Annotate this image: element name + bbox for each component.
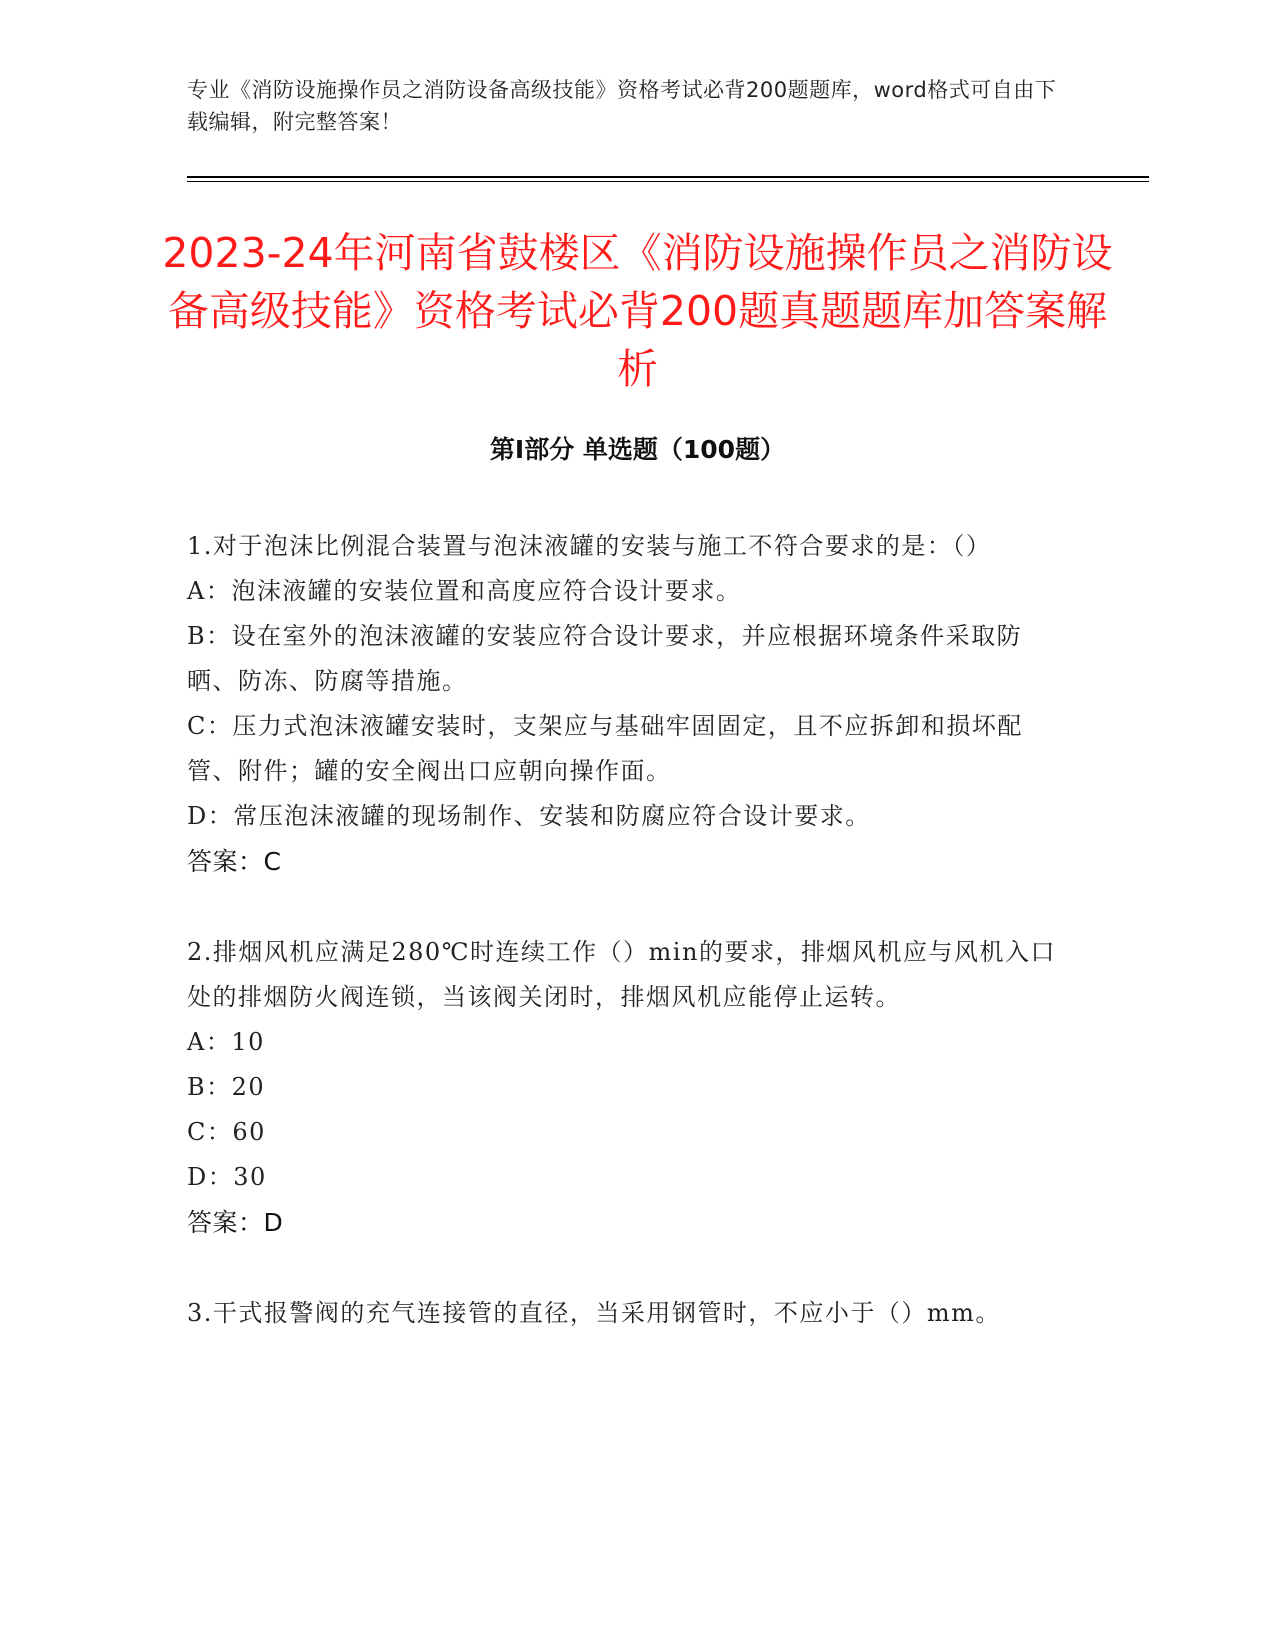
- spacer: [187, 884, 1072, 930]
- header-note: 专业《消防设施操作员之消防设备高级技能》资格考试必背200题题库，word格式可自由下载编辑，附完整答案！: [187, 78, 1057, 134]
- question-item: [187, 930, 1072, 1245]
- option-b: B：20: [187, 1073, 266, 1101]
- header-divider-thick: [187, 176, 1149, 178]
- question-item: [187, 524, 1072, 884]
- option-d: D：常压泡沫液罐的现场制作、安装和防腐应符合设计要求。: [187, 802, 871, 830]
- option-d: D：30: [187, 1163, 267, 1191]
- answer-line: 答案：C: [187, 847, 282, 876]
- answer-line: 答案：D: [187, 1208, 284, 1237]
- document-title: 2023-24年河南省鼓楼区《消防设施操作员之消防设备高级技能》资格考试必背200题真题题库加答案解析: [162, 229, 1113, 393]
- section-title: 第Ⅰ部分 单选题（100题）: [489, 435, 786, 464]
- spacer: [187, 1245, 1072, 1291]
- header-divider-thin: [187, 181, 1149, 182]
- question-list: [187, 524, 1072, 1336]
- question-text: 3.干式报警阀的充气连接管的直径，当采用钢管时，不应小于（）mm。: [187, 1299, 1001, 1327]
- question-text: 1.对于泡沫比例混合装置与泡沫液罐的安装与施工不符合要求的是：（）: [187, 532, 992, 560]
- option-b: B：设在室外的泡沫液罐的安装应符合设计要求，并应根据环境条件采取防晒、防冻、防腐等措施。: [187, 622, 1023, 695]
- option-a: A：泡沫液罐的安装位置和高度应符合设计要求。: [187, 577, 742, 605]
- question-text: 2.排烟风机应满足280℃时连续工作（）min的要求，排烟风机应与风机入口处的排烟防火阀连锁，当该阀关闭时，排烟风机应能停止运转。: [187, 938, 1056, 1011]
- option-a: A：10: [187, 1028, 265, 1056]
- question-item: [187, 1291, 1072, 1336]
- option-c: C：压力式泡沫液罐安装时，支架应与基础牢固固定，且不应拆卸和损坏配管、附件；罐的安全阀出口应朝向操作面。: [187, 712, 1023, 785]
- option-c: C：60: [187, 1118, 266, 1146]
